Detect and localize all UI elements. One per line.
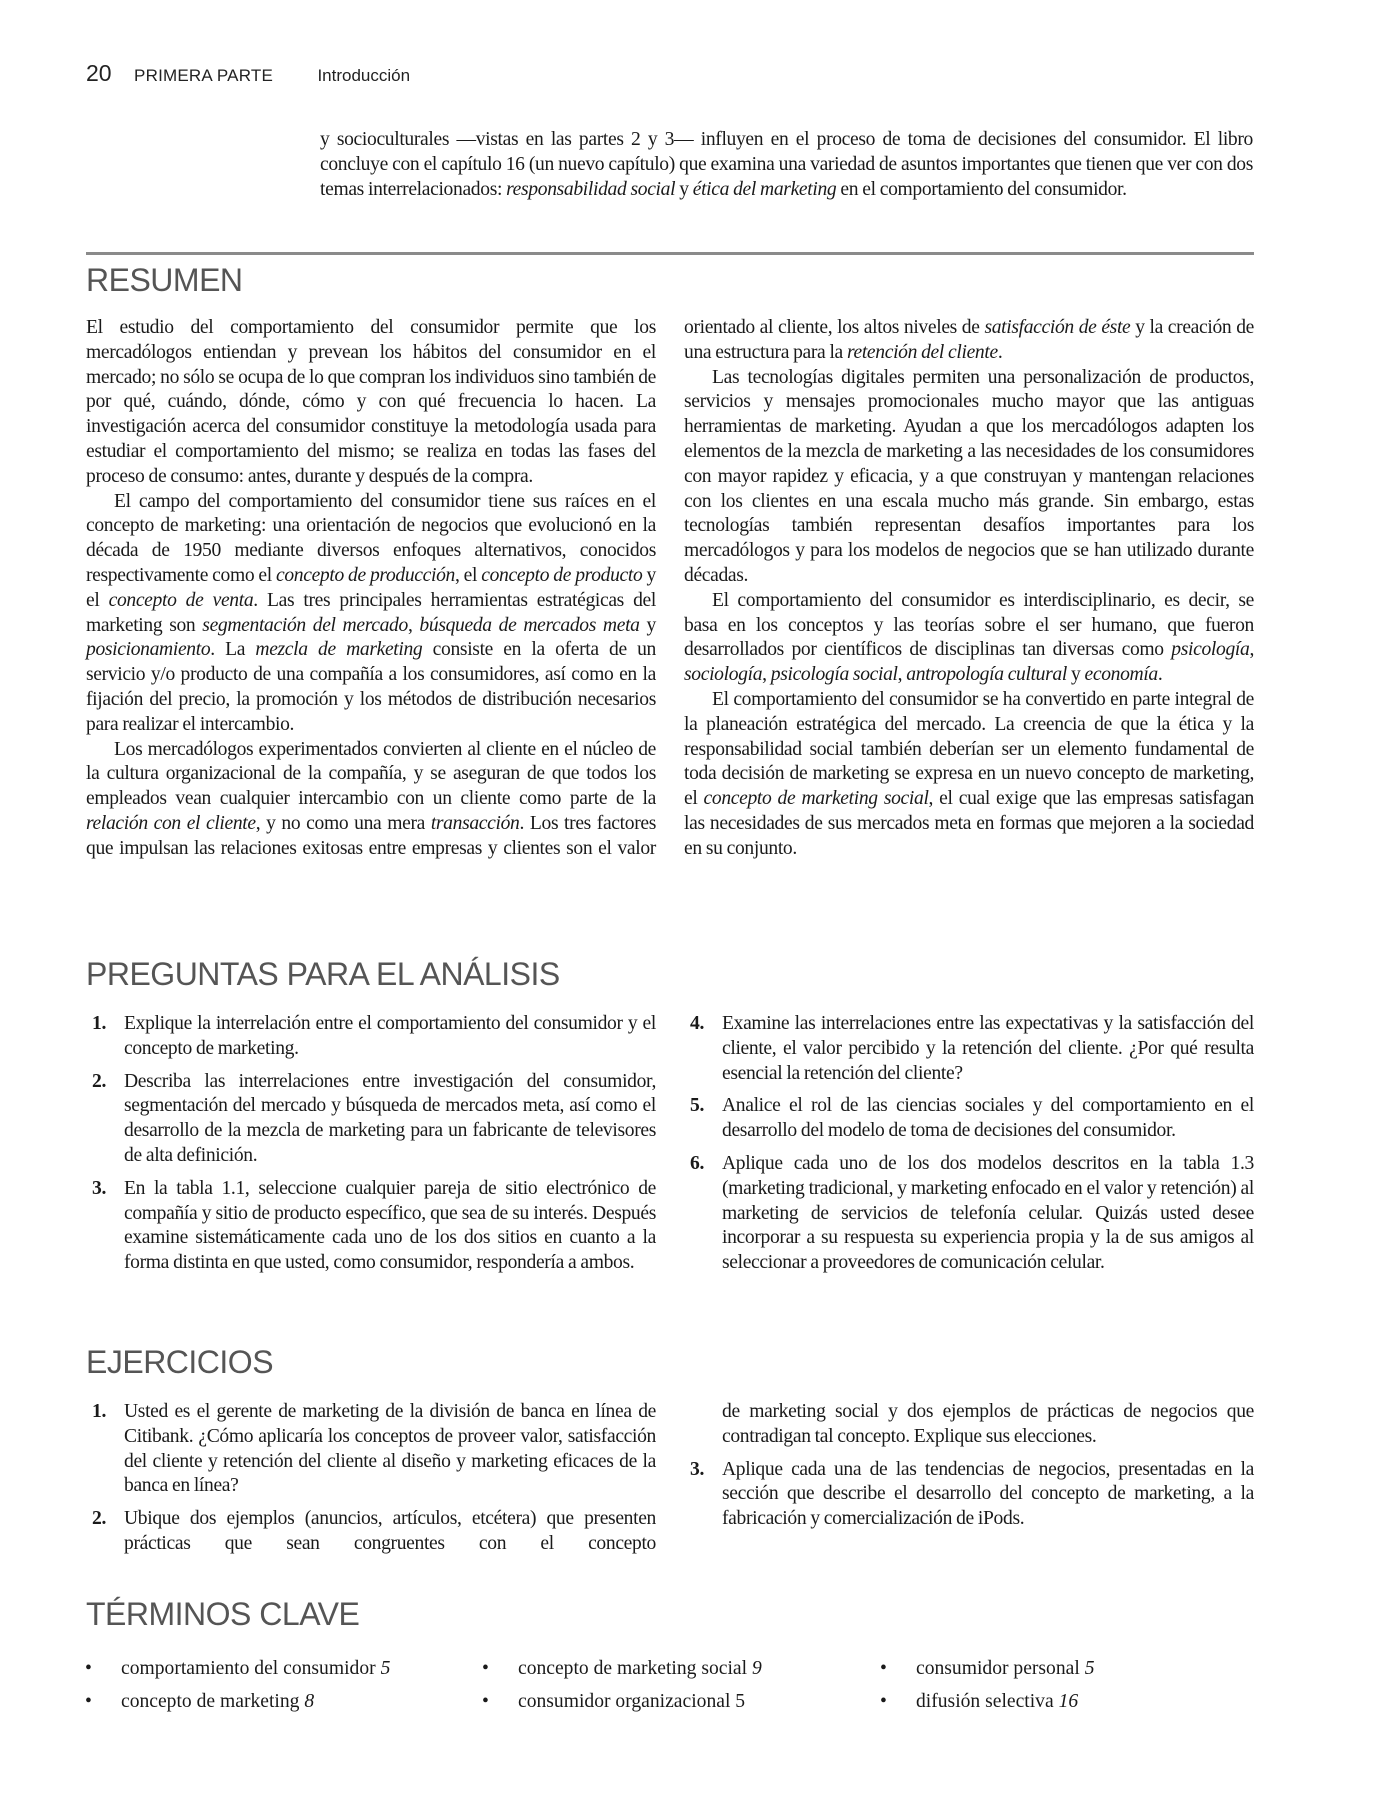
resumen-paragraph xyxy=(86,316,656,490)
item-number: 2. xyxy=(92,1508,106,1530)
item-number: 3. xyxy=(92,1177,106,1199)
text-run: y el xyxy=(86,564,656,611)
italic-text: ética del marketing xyxy=(692,178,837,200)
text-run: , el cual exige que las empresas satisfagan las necesidades de sus mercados meta en formas que mejoren a la sociedad en su conjunto. xyxy=(684,788,1254,859)
italic-text: antropología cultural xyxy=(906,664,1067,686)
question-item xyxy=(86,1012,656,1062)
text-run: . xyxy=(997,341,1003,363)
term-label: difusión selectiva xyxy=(916,1691,1059,1712)
text-run: , y no como una mera xyxy=(255,812,431,834)
heading-resumen: RESUMEN xyxy=(86,262,243,298)
page-number: 20 xyxy=(86,60,112,86)
text-run: y socioculturales —vistas en las partes 2 y 3— influyen en el proceso de toma de decisiones del consumidor. El libro concluye con el capítulo 16 (un nuevo capítulo) que examina una variedad de asuntos importantes que tienen que ver con dos temas interrelacionados: xyxy=(320,129,1253,200)
item-text: Explique la interrelación entre el comportamiento del consumidor y el concepto de marketing. xyxy=(124,1013,656,1059)
section-divider xyxy=(86,252,1254,255)
ejercicios-column-2 xyxy=(684,1400,1254,1540)
resumen-paragraph xyxy=(684,366,1254,589)
italic-text: psicología social xyxy=(770,664,898,686)
question-item xyxy=(684,1152,1254,1276)
italic-text: responsabilidad social xyxy=(506,178,676,200)
part-label: PRIMERA PARTE xyxy=(134,66,273,85)
text-run: , xyxy=(407,614,420,636)
exercise-item-continuation xyxy=(684,1400,1254,1450)
intro-text xyxy=(320,128,1253,202)
item-text: Examine las interrelaciones entre las expectativas y la satisfacción del cliente, el valor percibido y la retención del cliente. ¿Por qué resulta esencial la retención del cliente? xyxy=(722,1013,1254,1084)
key-term xyxy=(916,1685,1078,1718)
italic-text: concepto de producción xyxy=(276,564,455,586)
text-run: . La xyxy=(210,639,256,661)
term-page: 5 xyxy=(1084,1658,1095,1679)
term-page: 9 xyxy=(751,1658,762,1679)
text-run: y xyxy=(1066,664,1085,686)
item-number: 3. xyxy=(690,1458,704,1480)
ejercicios-column-1 xyxy=(86,1400,656,1565)
section-label: Introducción xyxy=(317,66,411,85)
italic-text: concepto de producto xyxy=(481,564,643,586)
italic-text: psicología xyxy=(1171,639,1250,661)
term-page: 5 xyxy=(735,1691,746,1712)
key-term xyxy=(518,1652,762,1685)
text-run: El campo del comportamiento del consumidor tiene sus raíces en el concepto de marketing: una orientación de negocios que evolucionó en la década de 1950 mediante diversos enfoques alternativos, conocidos respectivamente como el xyxy=(86,490,656,586)
key-term xyxy=(121,1652,390,1685)
italic-text: satisfacción de éste xyxy=(984,317,1131,338)
text-run: , xyxy=(762,664,771,686)
term-page: 8 xyxy=(304,1691,315,1712)
italic-text: economía xyxy=(1084,664,1158,686)
exercise-item xyxy=(86,1400,656,1499)
resumen-paragraph xyxy=(86,490,656,738)
term-label: concepto de marketing xyxy=(121,1691,305,1712)
running-header xyxy=(86,60,410,87)
text-run: Los mercadólogos experimentados convierten al cliente en el núcleo de la cultura organizacional de la compañía, y se aseguran de que todos los empleados vean cualquier intercambio con un cliente como parte de la xyxy=(86,738,656,810)
item-number: 1. xyxy=(92,1401,106,1422)
item-number: 4. xyxy=(690,1013,704,1034)
item-text: Ubique dos ejemplos (anuncios, artículos, etcétera) que presenten prácticas que sean congruentes con el concepto xyxy=(124,1508,656,1554)
heading-terminos: TÉRMINOS CLAVE xyxy=(86,1596,360,1632)
item-text: Aplique cada uno de los dos modelos descritos en la tabla 1.3 (marketing tradicional, y marketing enfocado en el valor y retención) al marketing de servicios de telefonía celular. Quizás usted desee incorporar a su respuesta su experiencia propia y la de sus amigos al seleccionar a proveedores de comunicación celular. xyxy=(722,1152,1254,1274)
text-run: El comportamiento del consumidor es interdisciplinario, es decir, se basa en los conceptos y las teorías sobre el ser humano, que fueron desarrollados por científicos de disciplinas tan diversas como xyxy=(684,589,1254,661)
preguntas-column-2 xyxy=(684,1012,1254,1284)
resumen-paragraph-continuation xyxy=(684,316,1254,366)
item-text: En la tabla 1.1, seleccione cualquier pareja de sitio electrónico de compañía y sitio de producto específico, que sea de su interés. Después examine sistemáticamente cada uno de los dos sitios en cuanto a la forma distinta en que usted, como consumidor, respondería a ambos. xyxy=(124,1177,656,1274)
italic-text: transacción xyxy=(430,812,520,834)
text-run: . xyxy=(1157,664,1163,686)
resumen-paragraph xyxy=(684,589,1254,688)
text-run: El estudio del comportamiento del consumidor permite que los mercadólogos entiendan y prevean los hábitos del consumidor en el mercado; no sólo se ocupa de lo que compran los individuos sino también de por qué, cuándo, dónde, cómo y con qué frecuencia lo hacen. La investigación acerca del consumidor constituye la metodología usada para estudiar el comportamiento del mismo; se realiza en todas las fases del proceso de consumo: antes, durante y después de la compra. xyxy=(86,317,656,487)
key-term xyxy=(518,1685,745,1718)
term-label: consumidor personal xyxy=(916,1658,1085,1679)
italic-text: mezcla de marketing xyxy=(255,639,423,661)
text-run: , el xyxy=(454,564,482,586)
text-run: consiste en la oferta de un servicio y/o producto de una compañía a los consumidores, así como en la fijación del precio, la promoción y los métodos de distribución necesarios para realizar el intercambio. xyxy=(86,639,656,735)
question-item xyxy=(86,1070,656,1169)
term-page: 16 xyxy=(1058,1691,1079,1712)
question-item xyxy=(86,1177,656,1276)
item-number: 6. xyxy=(690,1152,704,1174)
term-label: concepto de marketing social xyxy=(518,1658,752,1679)
italic-text: retención del cliente xyxy=(846,341,998,363)
item-text: Aplique cada una de las tendencias de negocios, presentadas en la sección que describe el desarrollo del concepto de marketing, a la fabricación y comercialización de iPods. xyxy=(722,1458,1254,1530)
text-run: orientado al cliente, los altos niveles de xyxy=(684,317,985,338)
item-number: 2. xyxy=(92,1070,106,1092)
italic-text: relación con el cliente xyxy=(86,812,256,834)
key-term xyxy=(121,1685,314,1718)
term-page: 5 xyxy=(380,1658,391,1679)
item-number: 5. xyxy=(690,1095,704,1117)
italic-text: concepto de venta xyxy=(108,589,254,611)
text-run: y xyxy=(639,614,656,636)
heading-ejercicios: EJERCICIOS xyxy=(86,1344,274,1380)
term-label: consumidor organizacional xyxy=(518,1691,736,1712)
intro-paragraph xyxy=(320,128,1253,202)
question-item xyxy=(684,1094,1254,1144)
key-term xyxy=(916,1652,1095,1685)
italic-text: posicionamiento xyxy=(86,639,211,661)
text-run: . Las tres principales herramientas estratégicas del marketing son xyxy=(86,589,656,636)
resumen-column-1 xyxy=(86,316,656,862)
resumen-column-2 xyxy=(684,316,1254,862)
item-text: de marketing social y dos ejemplos de prácticas de negocios que contradigan tal concepto. Explique sus elecciones. xyxy=(722,1401,1254,1447)
text-run: Las tecnologías digitales permiten una personalización de productos, servicios y mensajes promocionales mucho mayor que las antiguas herramientas de marketing. Ayudan a que los mercadólogos adapten los elementos de la mezcla de marketing a las necesidades de los consumidores con mayor rapidez y eficacia, y a que construyan y mantengan relaciones con los clientes en una escala mucho más grande. Sin embargo, estas tecnologías también representan desafíos importantes para los mercadólogos y para los modelos de negocios que se han utilizado durante décadas. xyxy=(684,366,1254,586)
preguntas-column-1 xyxy=(86,1012,656,1284)
italic-text: concepto de marketing social xyxy=(703,788,929,810)
exercise-item xyxy=(684,1458,1254,1532)
question-item xyxy=(684,1012,1254,1086)
text-run: El comportamiento del consumidor se ha convertido en parte integral de la planeación estratégica del mercado. La creencia de que la ética y la responsabilidad social también deberían ser un elemento fundamental de toda decisión de marketing se expresa en un nuevo concepto de marketing, el xyxy=(684,688,1254,810)
resumen-paragraph xyxy=(684,688,1254,862)
text-run: y la creación de una estructura para la xyxy=(684,317,1254,363)
heading-preguntas: PREGUNTAS PARA EL ANÁLISIS xyxy=(86,956,560,992)
text-run: y xyxy=(675,178,693,200)
item-number: 1. xyxy=(92,1013,106,1034)
item-text: Describa las interrelaciones entre investigación del consumidor, segmentación del mercado y búsqueda de mercados meta, así como el desarrollo de la mezcla de marketing para un fabricante de televisores de alta definición. xyxy=(124,1070,656,1166)
text-run: , xyxy=(897,664,907,686)
item-text: Usted es el gerente de marketing de la división de banca en línea de Citibank. ¿Cómo aplicaría los conceptos de proveer valor, satisfacción del cliente y retención del cliente al diseño y marketing eficaces de la banca en línea? xyxy=(124,1401,656,1497)
italic-text: segmentación del mercado xyxy=(202,614,408,636)
resumen-paragraph xyxy=(86,738,656,862)
exercise-item xyxy=(86,1507,656,1557)
text-run: . Los tres factores que impulsan las relaciones exitosas entre empresas y clientes son el valor xyxy=(86,812,656,859)
item-text: Analice el rol de las ciencias sociales y del comportamiento en el desarrollo del modelo de toma de decisiones del consumidor. xyxy=(722,1095,1254,1142)
italic-text: búsqueda de mercados meta xyxy=(419,614,640,636)
term-label: comportamiento del consumidor xyxy=(121,1658,381,1679)
text-run: en el comportamiento del consumidor. xyxy=(836,178,1127,200)
text-run: , xyxy=(1249,639,1254,661)
italic-text: sociología xyxy=(684,664,763,686)
